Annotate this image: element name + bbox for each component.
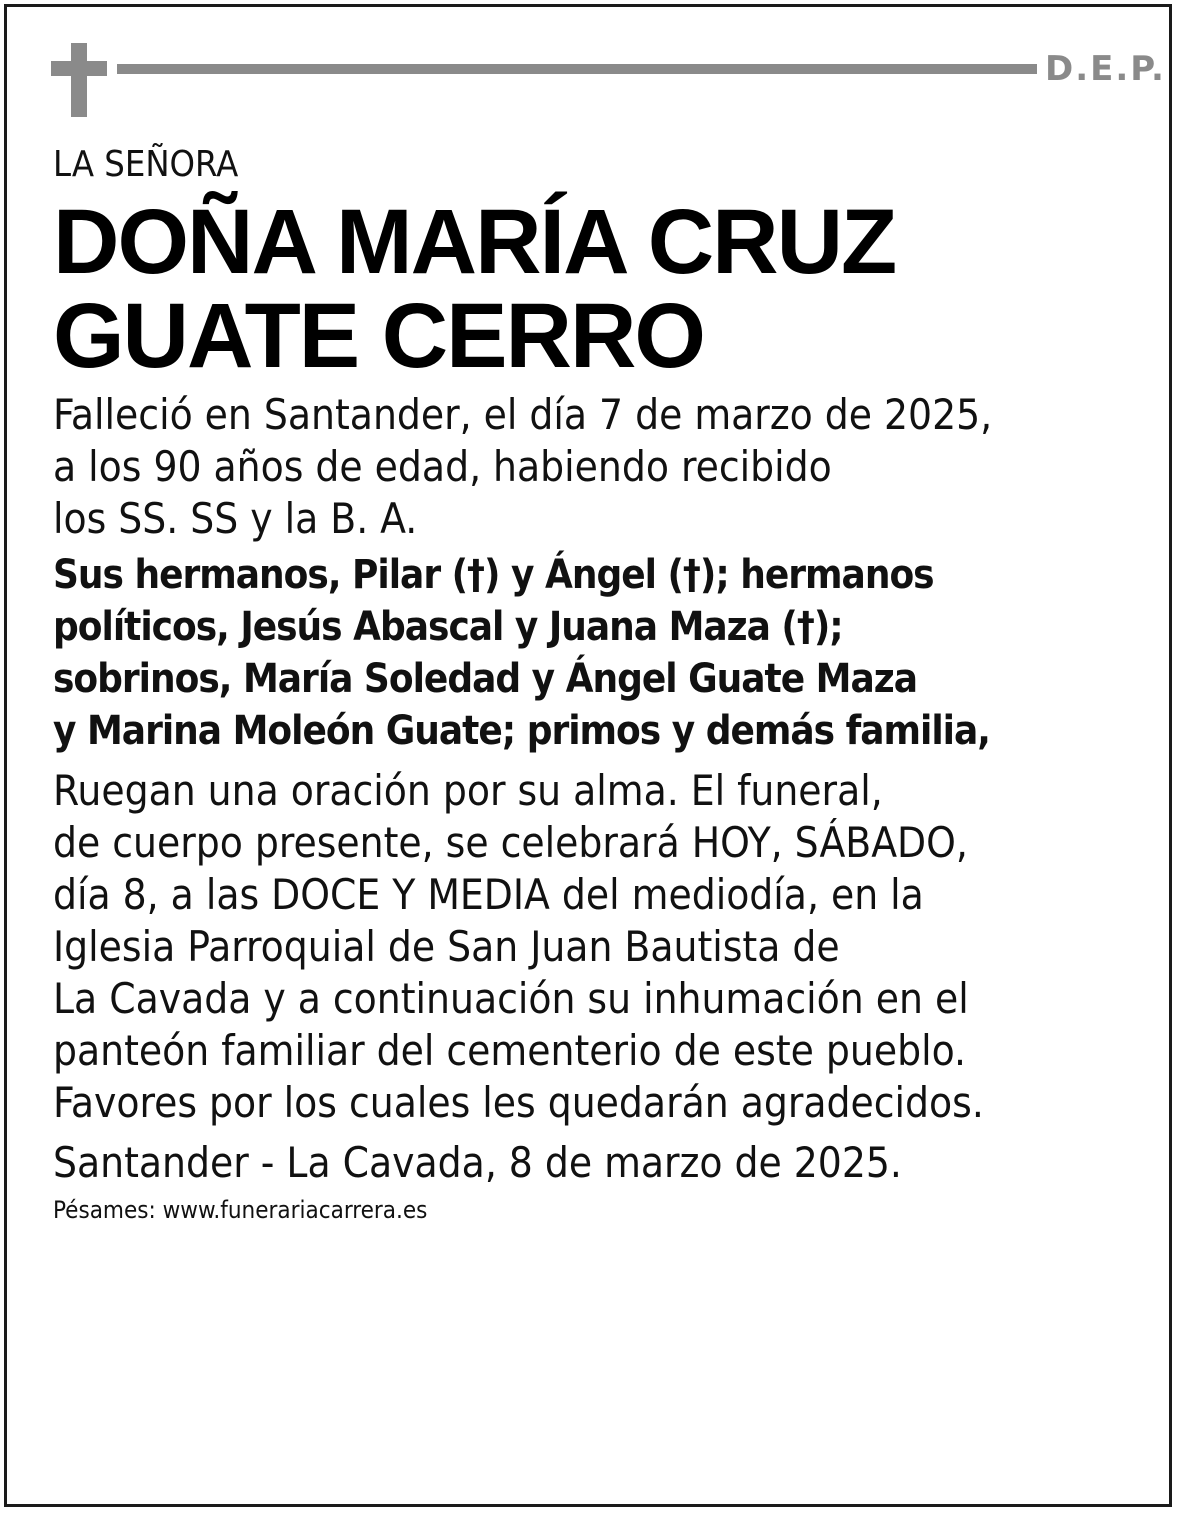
text-line: políticos, Jesús Abascal y Juana Maza (†); [53, 604, 843, 650]
title-label: LA SEÑORA [53, 144, 239, 185]
text-line: Ruegan una oración por su alma. El funeral, [53, 766, 883, 815]
text-line: los SS. SS y la B. A. [53, 494, 418, 543]
condolences-link: Pésames: www.funerariacarrera.es [53, 1196, 428, 1224]
text-line: Falleció en Santander, el día 7 de marzo de 2025, [53, 390, 993, 439]
family-list [53, 549, 1153, 757]
text-line: sobrinos, María Soledad y Ángel Guate Maza [53, 656, 917, 702]
funeral-details [53, 765, 1153, 1129]
text-line: panteón familiar del cementerio de este pueblo. [53, 1026, 966, 1075]
text-line: y Marina Moleón Guate; primos y demás familia, [53, 708, 990, 754]
text-line: de cuerpo presente, se celebrará HOY, SÁBADO, [53, 818, 968, 867]
place-date: Santander - La Cavada, 8 de marzo de 2025. [53, 1138, 902, 1187]
header-rule [117, 64, 1037, 74]
name-line: DOÑA MARÍA CRUZ [53, 191, 896, 293]
text-line: día 8, a las DOCE Y MEDIA del mediodía, en la [53, 870, 924, 919]
death-details [53, 389, 1153, 545]
text-line: La Cavada y a continuación su inhumación en el [53, 974, 969, 1023]
text-line: Iglesia Parroquial de San Juan Bautista de [53, 922, 840, 971]
text-line: Sus hermanos, Pilar (†) y Ángel (†); hermanos [53, 552, 934, 598]
name-line: GUATE CERRO [53, 285, 704, 387]
notice-body [53, 141, 1153, 1225]
text-line: a los 90 años de edad, habiendo recibido [53, 442, 832, 491]
obituary-notice [4, 4, 1172, 1507]
text-line: Favores por los cuales les quedarán agradecidos. [53, 1078, 984, 1127]
dep-label: D.E.P. [1045, 49, 1166, 89]
cross-icon [51, 43, 107, 117]
deceased-name [53, 191, 1153, 387]
notice-header [51, 43, 1166, 123]
